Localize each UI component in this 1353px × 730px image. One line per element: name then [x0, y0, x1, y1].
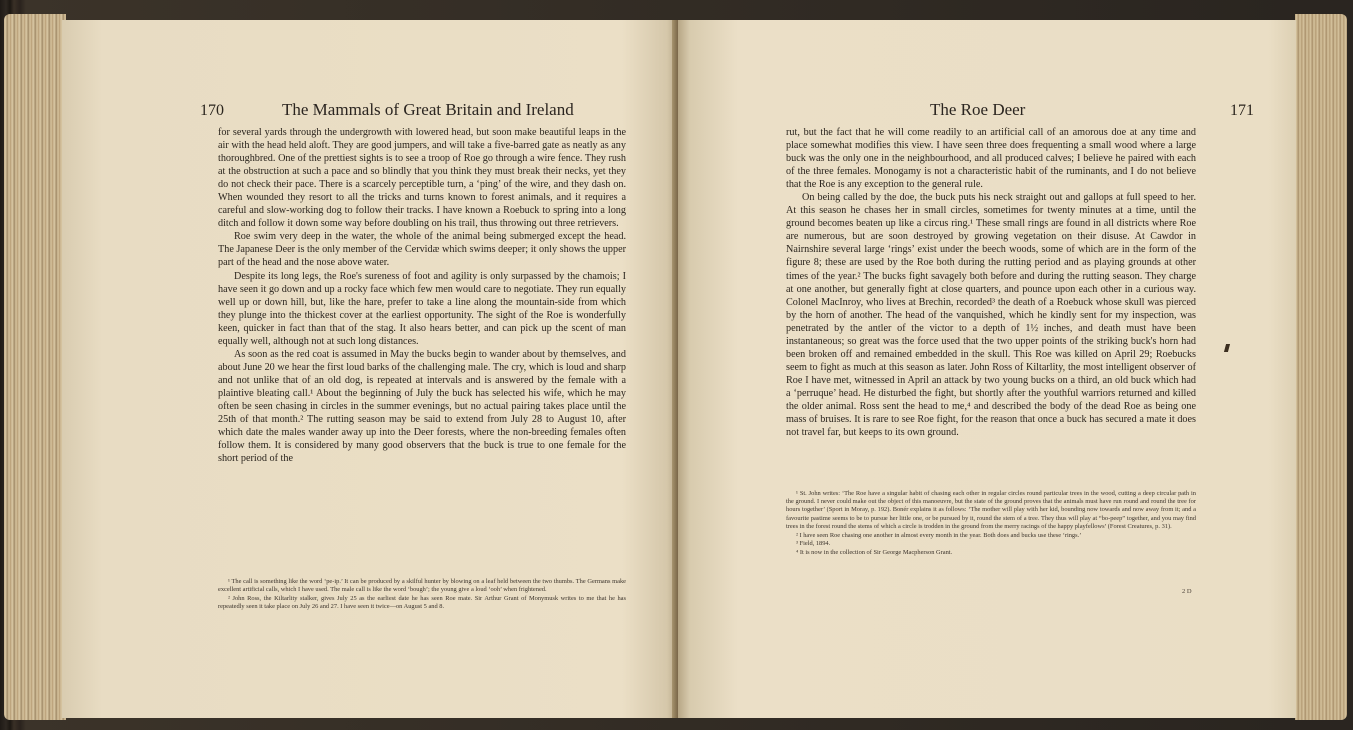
paragraph: On being called by the doe, the buck puts his neck straight out and gallops at full speed to her. At this season he chases her in small circles, sometimes for twenty minutes at a time, until the ground becomes beaten up like a circus ring.¹ These small rings are found in all districts where Roe are numerous, but are soon destroyed by growing vegetation on their disuse. At Cawdor in Nairnshire several large ‘rings’ exist under the beech woods, some of which are in the form of the figure 8; these are used by the Roe both during the rutting period and as playing grounds at other times of the year.² The bucks fight savagely both before and during the rutting season. They charge at one another, but generally fight at close quarters, and pounce upon each other in a curious way. Colonel MacInroy, who lives at Brechin, recorded³ the death of a Roebuck whose skull was pierced by the horn of another. The head of the vanquished, which he kindly sent for my inspection, was penetrated by the antler of the victor to a depth of 1½ inches, and death must have been instantaneous; so great was the force used that the two upper points of the striking buck's horn had been broken off and remained embedded in the skull. This Roe was killed on April 29; Roebucks seem to fight as much at this season as later. John Ross of Kiltarlity, the most intelligent observer of Roe I have met, witnessed in April an attack by two young bucks on a third, an old buck which had a ‘perruque’ head. He disturbed the fight, but shortly after the youthful warriors returned and killed the older animal. Ross sent the head to me,⁴ and described the body of the dead Roe as being one mass of bruises. It is rare to see Roe fight, for the reason that once a buck has secured a mate it does not travel far, but keeps to its own ground. — [786, 192, 1196, 439]
footnote: ² John Ross, the Kiltarlity stalker, gives July 25 as the earliest date he has seen Roe mate. Sir Arthur Grant of Monymusk writes to me that he has repeatedly seen it take place on July 26 and 27. I have seen it twice—on August 5 and 8. — [218, 594, 626, 611]
paragraph: Despite its long legs, the Roe's sureness of foot and agility is only surpassed by the chamois; I have seen it go down and up a rocky face which few men would care to negotiate. They run equally well up or down hill, but, like the hare, prefer to take a line along the mountain-side from which they plunge into the thickest cover at the earliest opportunity. The sight of the Roe is wonderfully keen, quicker in fact than that of the stag. It also hears better, and can pick up the scent of man equally well, although not at such long distances. — [218, 270, 626, 347]
running-head: The Mammals of Great Britain and Ireland — [282, 100, 574, 119]
body-text — [786, 126, 1196, 439]
margin-mark — [1224, 344, 1230, 352]
page-edges-right — [1295, 14, 1347, 720]
paragraph: for several yards through the undergrowth with lowered head, but soon make beautiful leaps in the air with the head held aloft. They are good jumpers, and will take a five-barred gate as neatly as any thoroughbred. One of the prettiest sights is to see a troop of Roe go through a wire fence. They rush at the obstruction at such a pace and so blindly that you think they must break their necks, yet they do not check their pace. There is a scarcely perceptible turn, a ‘ping’ of the wire, and they dash on. When wounded they resort to all the tricks and turns known to forest animals, and it requires a careful and slow-working dog to follow their tracks. I have known a Roebuck to spring into a long ditch and follow it down some way before doubling on his trail, thus throwing out three retrievers. — [218, 127, 626, 230]
page-number: 170 — [200, 102, 224, 119]
paragraph: As soon as the red coat is assumed in May the bucks begin to wander about by themselves, and about June 20 we hear the first loud barks of the challenging male. The cry, which is loud and sharp and not unlike that of an old dog, is repeated at intervals and is answered by the female with a plaintive bleating call.¹ About the beginning of July the buck has selected his wife, which he may often be seen chasing in circles in the summer evenings, but no actual pairing takes place until the 25th of that month.² The rutting season may be said to extend from July 28 to August 10, after which date the males wander away up into the Deer forests, where the non-breeding females often follow them. It is considered by many good observers that the buck is true to one female for the short period of the — [218, 348, 626, 465]
page-number: 171 — [1230, 102, 1254, 119]
left-page — [62, 20, 678, 718]
body-text — [218, 126, 626, 465]
paragraph: rut, but the fact that he will come readily to an artificial call of an amorous doe at any time and place somewhat modifies this view. I have seen three does frequenting a small wood where a large buck was the only one in the neighbourhood, and all produced calves; I believe he paired with each of the three females. Monogamy is not a characteristic habit of the ruminants, and I do not believe that the Roe is any exception to the general rule. — [786, 127, 1196, 191]
footnotes — [786, 490, 1196, 558]
footnotes — [218, 578, 626, 612]
running-head: The Roe Deer — [930, 100, 1026, 119]
footnote: ¹ The call is something like the word ‘pe-ip.’ It can be produced by a skilful hunter by blowing on a leaf held between the two thumbs. The Germans make excellent artificial calls, which I have used. The male call is like the word ‘bough’; the young give a loud ‘ooh’ when frightened. — [218, 578, 626, 594]
footnote: ⁴ It is now in the collection of Sir George Macpherson Grant. — [796, 548, 953, 556]
footnote: ¹ St. John writes: ‘The Roe have a singular habit of chasing each other in regular circles round particular trees in the wood, cutting a deep circular path in the ground. I never could make out the object of this manoeuvre, but the state of the ground proves that the animals must have run round and round the tree for hours together’ (Sport in Moray, p. 192). Bonér explains it as follows: ‘The mother will play with her kid, bounding now towards and now away from it; and a favourite pastime seems to be to pursue her little one, or be pursued by it, round the stem of a tree. They thus will play at “bo-peep” together, and you may find trees in the forest round the stems of which a circle is trodden in the ground from the merry racings of the happy playfellows’ (Forest Creatures, p. 31). — [786, 490, 1196, 530]
printer-signature: 2 D — [1182, 588, 1192, 595]
paragraph: Roe swim very deep in the water, the whole of the animal being submerged except the head. The Japanese Deer is the only member of the Cervidæ which swims deeper; it only shows the upper part of the head and the nose above water. — [218, 231, 626, 269]
footnote: ³ Field, 1894. — [796, 540, 831, 548]
footnote: ² I have seen Roe chasing one another in almost every month in the year. Both does and bucks use these ‘rings.’ — [796, 531, 1082, 539]
page-edges-left — [4, 14, 66, 720]
right-page — [678, 20, 1296, 718]
